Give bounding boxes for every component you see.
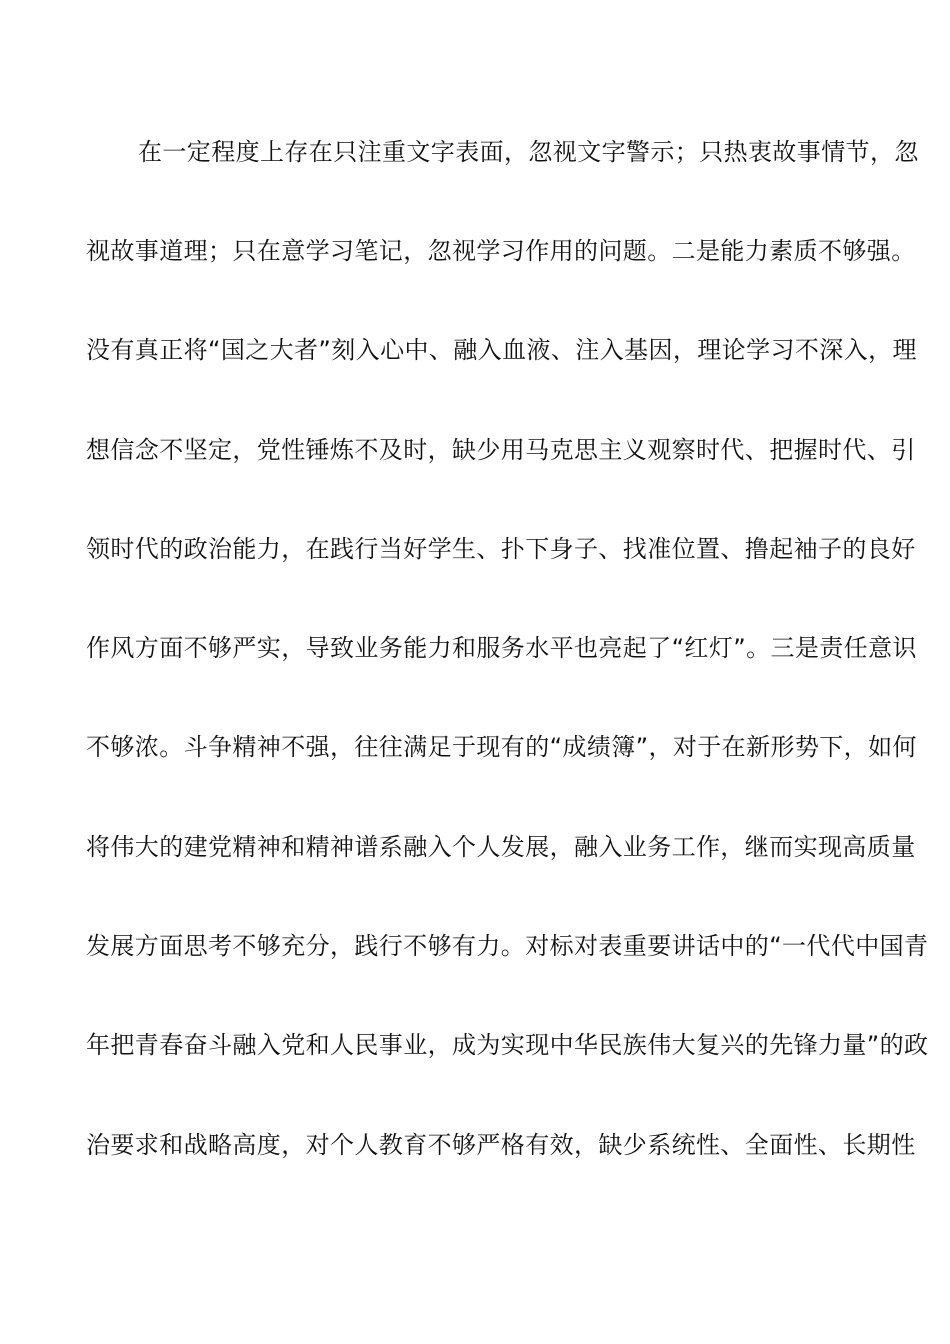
paragraph-line-11: 治要求和战略高度，对个人教育不够严格有效，缺少系统性、全面性、长期性 (86, 1131, 916, 1159)
paragraph-line-2: 视故事道理；只在意学习笔记，忽视学习作用的问题。二是能力素质不够强。 (86, 237, 916, 265)
paragraph-line-6: 作风方面不够严实，导致业务能力和服务水平也亮起了“红灯”。三是责任意识 (86, 634, 917, 662)
paragraph-line-10: 年把青春奋斗融入党和人民事业，成为实现中华民族伟大复兴的先锋力量”的政 (86, 1031, 929, 1059)
paragraph-line-5: 领时代的政治能力，在践行当好学生、扑下身子、找准位置、撸起袖子的良好 (86, 535, 916, 563)
paragraph-line-8: 将伟大的建党精神和精神谱系融入个人发展，融入业务工作，继而实现高质量 (86, 833, 916, 861)
paragraph-line-7: 不够浓。斗争精神不强，往往满足于现有的“成绩簿”，对于在新形势下，如何 (86, 733, 917, 761)
paragraph-line-3: 没有真正将“国之大者”刻入心中、融入血液、注入基因，理论学习不深入，理 (86, 336, 917, 364)
paragraph-line-4: 想信念不坚定，党性锤炼不及时，缺少用马克思主义观察时代、把握时代、引 (86, 436, 916, 464)
paragraph-line-9: 发展方面思考不够充分，践行不够有力。对标对表重要讲话中的“一代代中国青 (86, 932, 929, 960)
paragraph-line-1: 在一定程度上存在只注重文字表面，忽视文字警示；只热衷故事情节，忽 (138, 138, 919, 166)
